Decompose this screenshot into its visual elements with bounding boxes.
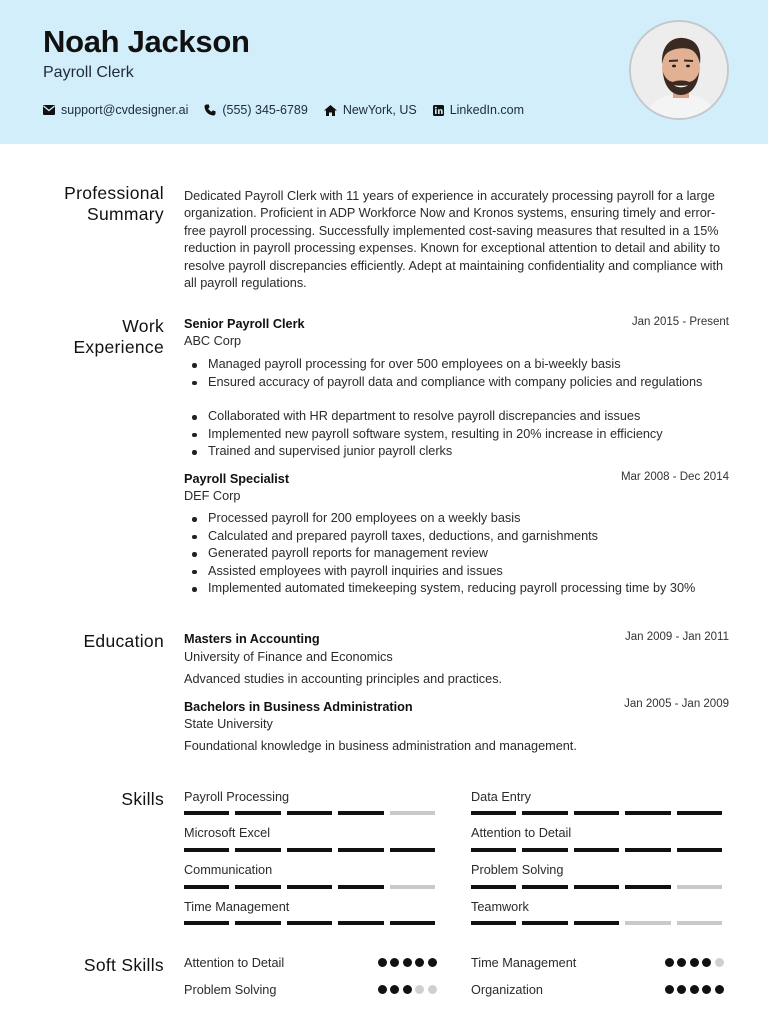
- contact-location: [324, 103, 417, 117]
- skill-segment-empty: [390, 885, 435, 889]
- skill-level-bar: [184, 848, 441, 852]
- rating-dot-filled: [378, 958, 387, 967]
- rating-dot-filled: [677, 958, 686, 967]
- rating-dot-filled: [390, 958, 399, 967]
- skill-segment-empty: [390, 811, 435, 815]
- skill-label: Payroll Processing: [184, 790, 290, 804]
- skill-segment-filled: [338, 921, 383, 925]
- degree-description: Advanced studies in accounting principles and practices.: [184, 672, 503, 686]
- summary-text: Dedicated Payroll Clerk with 11 years of experience in accurately processing payroll for a large organization. Proficient in ADP Workforce Now and Kronos systems, ensuring timely and error-free payroll processing. Successfully implemented cost-saving measures that resulted in a 15% reduction in payroll processing expenses. Known for exceptional attention to detail and ability to resolve payroll discrepancies efficiently. Adept at maintaining confidentiality and compliance with all payroll regulations.: [184, 189, 724, 291]
- skill-segment-filled: [471, 811, 516, 815]
- skill-segment-filled: [625, 885, 670, 889]
- list-item: Assisted employees with payroll inquiries and issues: [190, 563, 740, 581]
- home-icon: [324, 105, 337, 116]
- skill-segment-empty: [677, 921, 722, 925]
- skill-segment-filled: [184, 885, 229, 889]
- degree-dates: Jan 2005 - Jan 2009: [624, 698, 729, 710]
- rating-dot-filled: [665, 958, 674, 967]
- soft-skill-rating: [374, 958, 437, 967]
- candidate-name: Noah Jackson: [43, 24, 250, 59]
- candidate-role: Payroll Clerk: [43, 64, 134, 81]
- skill-segment-filled: [677, 848, 722, 852]
- skill-segment-filled: [471, 921, 516, 925]
- phone-text: (555) 345-6789: [222, 103, 308, 117]
- skill-segment-filled: [677, 811, 722, 815]
- soft-skills-heading: Soft Skills: [83, 955, 164, 975]
- skill-segment-filled: [184, 811, 229, 815]
- rating-dot-filled: [715, 985, 724, 994]
- skill-level-bar: [471, 921, 728, 925]
- rating-dot-filled: [702, 958, 711, 967]
- list-item: Collaborated with HR department to resolve payroll discrepancies and issues: [190, 408, 740, 426]
- rating-dot-filled: [378, 985, 387, 994]
- degree-description: Foundational knowledge in business administration and management.: [184, 739, 577, 753]
- skill-level-bar: [471, 848, 728, 852]
- soft-skill-label: Organization: [471, 983, 543, 997]
- skill-segment-filled: [338, 885, 383, 889]
- skill-label: Problem Solving: [471, 863, 564, 877]
- rating-dot-filled: [690, 958, 699, 967]
- skill-level-bar: [471, 885, 728, 889]
- skill-segment-filled: [522, 921, 567, 925]
- skill-segment-filled: [574, 848, 619, 852]
- skill-segment-filled: [574, 921, 619, 925]
- rating-dot-filled: [702, 985, 711, 994]
- skill-segment-filled: [235, 848, 280, 852]
- skill-segment-filled: [287, 885, 332, 889]
- list-item: Generated payroll reports for management review: [190, 545, 740, 563]
- job-dates: Mar 2008 - Dec 2014: [620, 471, 729, 483]
- skill-segment-empty: [625, 921, 670, 925]
- experience-heading-line2: Experience: [73, 337, 164, 357]
- rating-dot-filled: [690, 985, 699, 994]
- skill-label: Time Management: [184, 900, 290, 914]
- skill-segment-filled: [471, 885, 516, 889]
- rating-dot-filled: [415, 958, 424, 967]
- skill-segment-filled: [338, 848, 383, 852]
- list-item: Implemented new payroll software system, resulting in 20% increase in efficiency: [190, 426, 740, 444]
- skill-level-bar: [184, 921, 441, 925]
- skill-segment-filled: [522, 811, 567, 815]
- soft-skill-rating: [661, 958, 724, 967]
- contact-phone[interactable]: [204, 103, 307, 117]
- skill-segment-filled: [235, 811, 280, 815]
- list-item: Processed payroll for 200 employees on a weekly basis: [190, 510, 740, 528]
- skill-segment-filled: [625, 848, 670, 852]
- soft-skill-label: Time Management: [471, 956, 577, 970]
- list-item: Ensured accuracy of payroll data and compliance with company policies and regulations: [190, 374, 740, 392]
- skill-segment-empty: [677, 885, 722, 889]
- skill-segment-filled: [235, 921, 280, 925]
- job-company: DEF Corp: [184, 489, 241, 503]
- rating-dot-filled: [390, 985, 399, 994]
- experience-heading: [73, 316, 164, 358]
- location-text: NewYork, US: [342, 103, 417, 117]
- list-item: Managed payroll processing for over 500 employees on a bi-weekly basis: [190, 356, 740, 374]
- rating-dot-empty: [415, 985, 424, 994]
- job-title: Payroll Specialist: [184, 472, 290, 486]
- resume-header: [0, 0, 768, 144]
- envelope-icon: [43, 105, 55, 115]
- rating-dot-filled: [677, 985, 686, 994]
- contact-email[interactable]: [43, 103, 188, 117]
- soft-skill-label: Attention to Detail: [184, 956, 285, 970]
- rating-dot-empty: [428, 985, 437, 994]
- experience-heading-line1: Work: [122, 316, 164, 336]
- skill-label: Communication: [184, 863, 273, 877]
- skill-level-bar: [471, 811, 728, 815]
- skill-label: Teamwork: [471, 900, 529, 914]
- skill-segment-filled: [287, 848, 332, 852]
- profile-photo: [629, 20, 729, 120]
- rating-dot-filled: [665, 985, 674, 994]
- skills-heading: Skills: [121, 789, 164, 809]
- school-name: State University: [184, 717, 273, 731]
- soft-skill-rating: [374, 985, 437, 994]
- skill-segment-filled: [574, 885, 619, 889]
- list-item: Trained and supervised junior payroll clerks: [190, 443, 740, 461]
- skill-segment-filled: [184, 921, 229, 925]
- list-item: Implemented automated timekeeping system, reducing payroll processing time by 30%: [190, 580, 740, 598]
- skill-segment-filled: [625, 811, 670, 815]
- contact-row: [43, 103, 540, 117]
- skill-label: Data Entry: [471, 790, 531, 804]
- degree-title: Bachelors in Business Administration: [184, 700, 413, 714]
- skill-segment-filled: [338, 811, 383, 815]
- skill-label: Microsoft Excel: [184, 826, 271, 840]
- skill-segment-filled: [390, 921, 435, 925]
- education-heading: Education: [83, 631, 164, 651]
- soft-skill-label: Problem Solving: [184, 983, 277, 997]
- rating-dot-filled: [428, 958, 437, 967]
- skill-segment-filled: [471, 848, 516, 852]
- list-item: Calculated and prepared payroll taxes, deductions, and garnishments: [190, 528, 740, 546]
- profile-portrait-image: [631, 22, 729, 120]
- job-bullets: [190, 510, 740, 598]
- summary-heading-line2: Summary: [87, 204, 164, 224]
- job-title: Senior Payroll Clerk: [184, 317, 305, 331]
- email-text: support@cvdesigner.ai: [61, 103, 189, 117]
- skill-segment-filled: [287, 921, 332, 925]
- soft-skill-rating: [661, 985, 724, 994]
- skill-level-bar: [184, 811, 441, 815]
- rating-dot-empty: [715, 958, 724, 967]
- job-dates: Jan 2015 - Present: [631, 316, 729, 328]
- skill-segment-filled: [522, 848, 567, 852]
- phone-icon: [204, 104, 216, 116]
- skill-segment-filled: [390, 848, 435, 852]
- skill-segment-filled: [235, 885, 280, 889]
- skill-segment-filled: [287, 811, 332, 815]
- job-company: ABC Corp: [184, 334, 242, 348]
- skill-level-bar: [184, 885, 441, 889]
- linkedin-text: LinkedIn.com: [449, 103, 525, 117]
- summary-heading: [64, 183, 164, 225]
- degree-dates: Jan 2009 - Jan 2011: [624, 631, 729, 643]
- skill-segment-filled: [522, 885, 567, 889]
- school-name: University of Finance and Economics: [184, 650, 393, 664]
- summary-heading-line1: Professional: [64, 183, 164, 203]
- degree-title: Masters in Accounting: [184, 632, 320, 646]
- skill-segment-filled: [184, 848, 229, 852]
- skill-label: Attention to Detail: [471, 826, 572, 840]
- rating-dot-filled: [403, 985, 412, 994]
- rating-dot-filled: [403, 958, 412, 967]
- job-bullets: [190, 356, 740, 461]
- linkedin-icon: [433, 105, 444, 116]
- skill-segment-filled: [574, 811, 619, 815]
- contact-linkedin[interactable]: [433, 103, 524, 117]
